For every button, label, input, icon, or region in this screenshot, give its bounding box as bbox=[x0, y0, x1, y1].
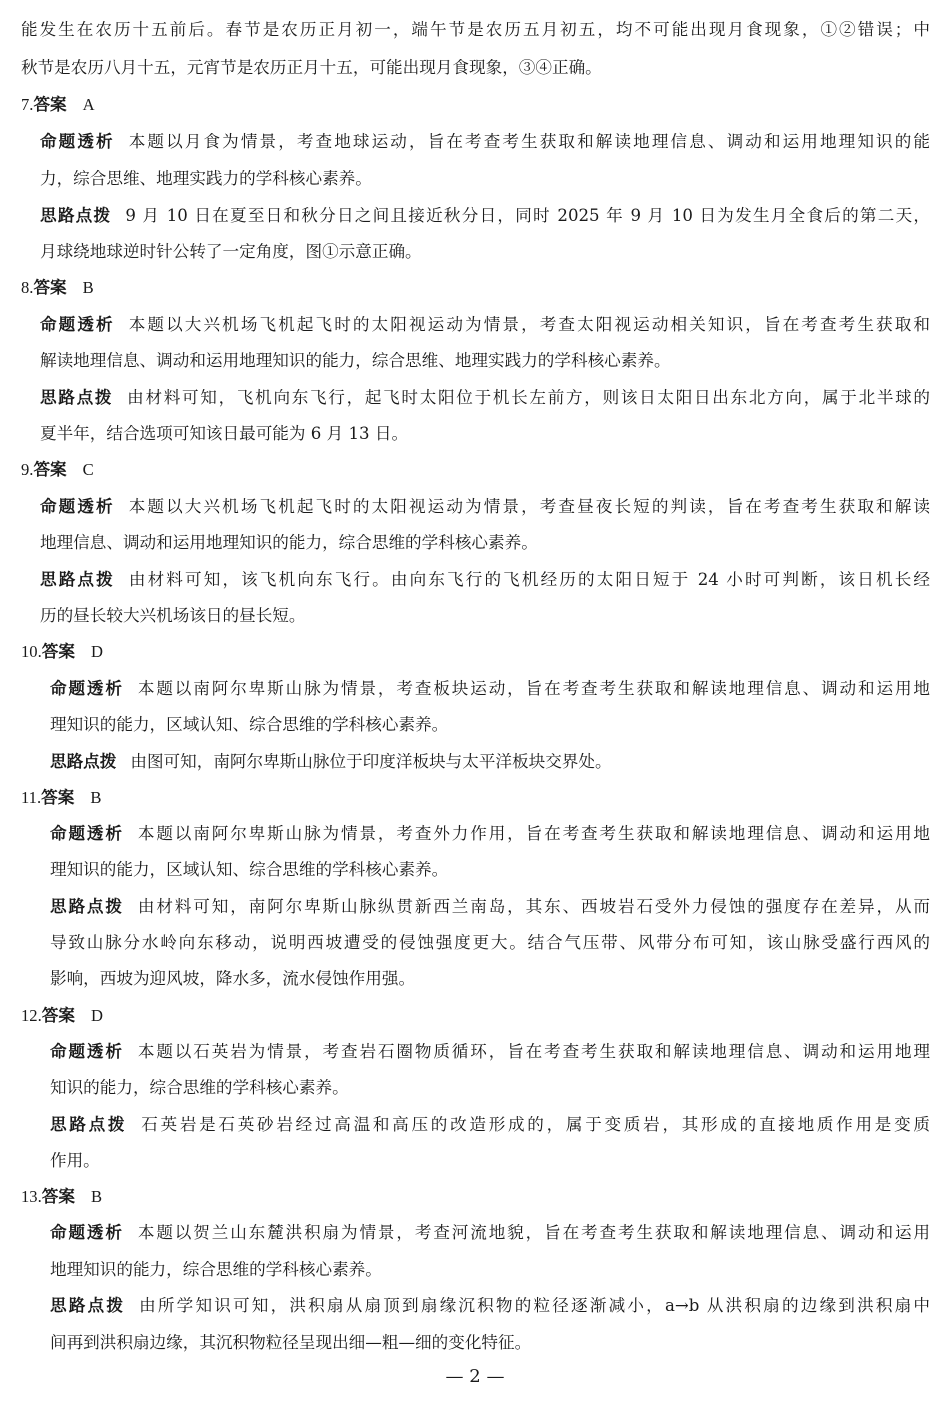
page-number: — 2 — bbox=[445, 1366, 505, 1387]
answer-value: B bbox=[90, 1187, 103, 1206]
answer-label: 答案 bbox=[33, 278, 67, 297]
analysis-line-2: 解读地理信息、调动和运用地理知识的能力，综合思维、地理实践力的学科核心素养。 bbox=[40, 351, 671, 370]
hint-text: 由材料可知，飞机向东飞行，起飞时太阳位于机长左前方，则该日太阳日出东北方向，属于北半球的 bbox=[127, 388, 931, 407]
intro-line-2: 秋节是农历八月十五，元宵节是农历正月十五，可能出现月食现象，③④正确。 bbox=[21, 58, 602, 77]
hint-line-2: 间再到洪积扇边缘，其沉积物粒径呈现出细—粗—细的变化特征。 bbox=[50, 1333, 532, 1352]
hint-line-1 bbox=[40, 569, 930, 591]
analysis-line-2: 知识的能力，综合思维的学科核心素养。 bbox=[50, 1078, 349, 1097]
answer-label: 答案 bbox=[33, 95, 67, 114]
question-number: 10. bbox=[21, 642, 42, 661]
hint-label: 思路点拨 bbox=[50, 1296, 126, 1315]
answer-value: D bbox=[90, 1006, 103, 1025]
hint-line-1 bbox=[40, 387, 930, 409]
question-number: 12. bbox=[21, 1006, 42, 1025]
analysis-label: 命题透析 bbox=[50, 679, 124, 698]
hint-label: 思路点拨 bbox=[40, 570, 115, 589]
analysis-label: 命题透析 bbox=[50, 1042, 124, 1061]
analysis-line-1 bbox=[40, 314, 930, 336]
hint-line-1 bbox=[50, 1295, 930, 1317]
answer-label: 答案 bbox=[41, 1006, 75, 1025]
analysis-text: 本题以贺兰山东麓洪积扇为情景，考查河流地貌，旨在考查考生获取和解读地理信息、调动和运用 bbox=[137, 1223, 931, 1242]
question-number: 13. bbox=[21, 1187, 42, 1206]
answer-heading bbox=[21, 277, 94, 299]
hint-line-3: 影响，西坡为迎风坡，降水多，流水侵蚀作用强。 bbox=[50, 969, 416, 988]
hint-text: 9 月 10 日在夏至日和秋分日之间且接近秋分日，同时 2025 年 9 月 10 日为发生月全食后的第二天， bbox=[125, 206, 931, 225]
hint-text: 由图可知，南阿尔卑斯山脉位于印度洋板块与太平洋板块交界处。 bbox=[130, 752, 612, 771]
hint-label: 思路点拨 bbox=[50, 752, 117, 771]
analysis-line-1 bbox=[40, 131, 930, 153]
analysis-label: 命题透析 bbox=[40, 315, 115, 334]
question-number: 11. bbox=[21, 788, 42, 807]
answer-label: 答案 bbox=[33, 460, 67, 479]
hint-line-2: 夏半年，结合选项可知该日最可能为 6 月 13 日。 bbox=[40, 424, 409, 443]
answer-heading bbox=[21, 459, 94, 481]
hint-line-1 bbox=[50, 751, 612, 773]
hint-label: 思路点拨 bbox=[50, 897, 124, 916]
answer-heading bbox=[21, 787, 101, 809]
analysis-label: 命题透析 bbox=[50, 824, 124, 843]
hint-text: 由所学知识可知，洪积扇从扇顶到扇缘沉积物的粒径逐渐减小，a→b 从洪积扇的边缘到洪积扇中 bbox=[139, 1296, 930, 1315]
analysis-line-1 bbox=[50, 823, 930, 845]
analysis-line-1 bbox=[40, 496, 930, 518]
answer-heading bbox=[21, 94, 95, 116]
analysis-text: 本题以月食为情景，考查地球运动，旨在考查考生获取和解读地理信息、调动和运用地理知识的能 bbox=[128, 132, 931, 151]
analysis-line-1 bbox=[50, 678, 930, 700]
intro-line-1: 能发生在农历十五前后。春节是农历正月初一，端午节是农历五月初五，均不可能出现月食现象，①②错误；中 bbox=[21, 20, 930, 39]
hint-label: 思路点拨 bbox=[50, 1115, 128, 1134]
answer-value: C bbox=[82, 460, 94, 479]
hint-line-1 bbox=[50, 896, 930, 918]
analysis-label: 命题透析 bbox=[40, 497, 115, 516]
hint-line-2: 历的昼长较大兴机场该日的昼长短。 bbox=[40, 606, 306, 625]
answer-value: B bbox=[90, 788, 102, 807]
answer-heading bbox=[21, 1005, 103, 1027]
answer-value: A bbox=[82, 95, 95, 114]
hint-label: 思路点拨 bbox=[40, 388, 114, 407]
answer-value: B bbox=[82, 278, 94, 297]
analysis-text: 本题以石英岩为情景，考查岩石圈物质循环，旨在考查考生获取和解读地理信息、调动和运用地理 bbox=[137, 1042, 931, 1061]
question-number: 9. bbox=[21, 460, 34, 479]
analysis-line-1 bbox=[50, 1041, 930, 1063]
answer-label: 答案 bbox=[41, 642, 75, 661]
hint-text: 由材料可知，该飞机向东飞行。由向东飞行的飞机经历的太阳日短于 24 小时可判断，该日机长经 bbox=[128, 570, 931, 589]
hint-label: 思路点拨 bbox=[40, 206, 112, 225]
analysis-text: 本题以南阿尔卑斯山脉为情景，考查外力作用，旨在考查考生获取和解读地理信息、调动和运用地 bbox=[137, 824, 931, 843]
answer-label: 答案 bbox=[41, 788, 75, 807]
analysis-label: 命题透析 bbox=[40, 132, 115, 151]
analysis-line-2: 理知识的能力，区域认知、综合思维的学科核心素养。 bbox=[50, 860, 449, 879]
hint-line-2: 作用。 bbox=[50, 1151, 100, 1170]
analysis-line-2: 理知识的能力，区域认知、综合思维的学科核心素养。 bbox=[50, 715, 449, 734]
question-number: 7. bbox=[21, 95, 34, 114]
analysis-line-2: 力，综合思维、地理实践力的学科核心素养。 bbox=[40, 169, 372, 188]
hint-line-2: 月球绕地球逆时针公转了一定角度，图①示意正确。 bbox=[40, 242, 422, 261]
analysis-label: 命题透析 bbox=[50, 1223, 124, 1242]
answer-label: 答案 bbox=[41, 1187, 75, 1206]
analysis-text: 本题以大兴机场飞机起飞时的太阳视运动为情景，考查太阳视运动相关知识，旨在考查考生获取和 bbox=[128, 315, 931, 334]
question-number: 8. bbox=[21, 278, 34, 297]
analysis-line-2: 地理知识的能力，综合思维的学科核心素养。 bbox=[50, 1260, 382, 1279]
answer-value: D bbox=[90, 642, 103, 661]
hint-text: 石英岩是石英砂岩经过高温和高压的改造形成的，属于变质岩，其形成的直接地质作用是变质 bbox=[141, 1115, 930, 1134]
hint-line-1 bbox=[40, 205, 930, 227]
analysis-text: 本题以南阿尔卑斯山脉为情景，考查板块运动，旨在考查考生获取和解读地理信息、调动和运用地 bbox=[137, 679, 931, 698]
answer-heading bbox=[21, 1186, 102, 1208]
answer-heading bbox=[21, 641, 103, 663]
hint-text: 由材料可知，南阿尔卑斯山脉纵贯新西兰南岛，其东、西坡岩石受外力侵蚀的强度存在差异，从而 bbox=[137, 897, 931, 916]
hint-line-2: 导致山脉分水岭向东移动，说明西坡遭受的侵蚀强度更大。结合气压带、风带分布可知，该山脉受盛行西风的 bbox=[50, 933, 930, 952]
hint-line-1 bbox=[50, 1114, 930, 1136]
analysis-line-2: 地理信息、调动和运用地理知识的能力，综合思维的学科核心素养。 bbox=[40, 533, 538, 552]
analysis-text: 本题以大兴机场飞机起飞时的太阳视运动为情景，考查昼夜长短的判读，旨在考查考生获取和解读 bbox=[128, 497, 931, 516]
analysis-line-1 bbox=[50, 1222, 930, 1244]
